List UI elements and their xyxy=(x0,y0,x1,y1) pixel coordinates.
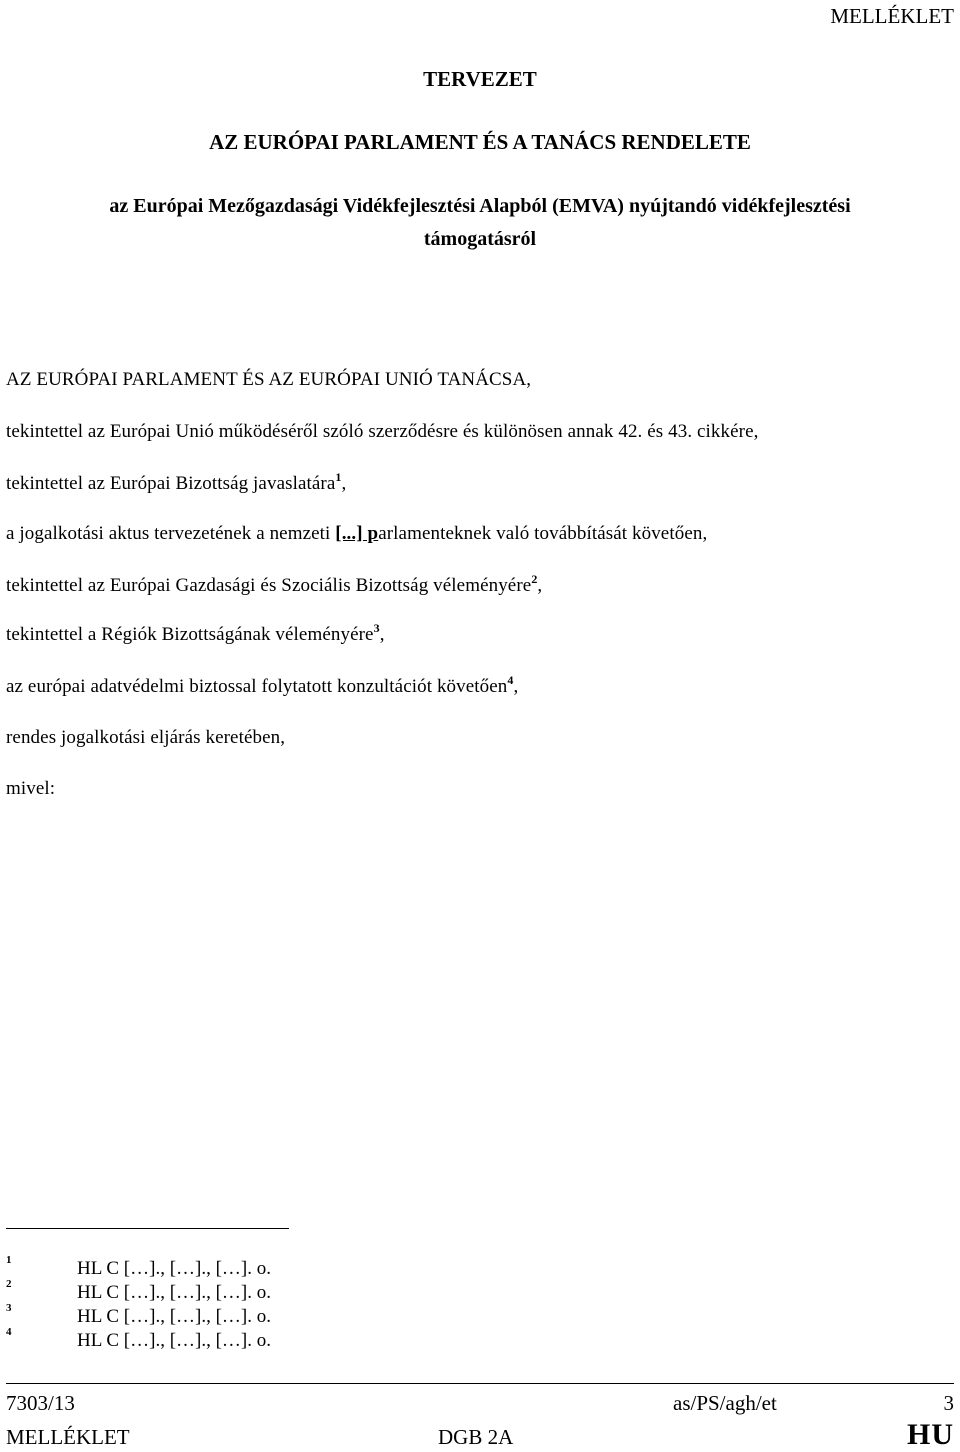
procedure-line: rendes jogalkotási eljárás keretében, xyxy=(6,727,286,748)
dg-code: DGB 2A xyxy=(438,1425,514,1449)
esc-citation xyxy=(6,572,543,597)
footnote-3 xyxy=(6,1302,406,1330)
footnote-text: HL C […]., […]., […]. o. xyxy=(77,1330,272,1351)
commission-citation xyxy=(6,470,347,495)
footnote-text: HL C […]., […]., […]. o. xyxy=(77,1306,272,1327)
cor-text: tekintettel a Régiók Bizottságának véleményére xyxy=(6,624,374,645)
footnote-text: HL C […]., […]., […]. o. xyxy=(77,1258,272,1279)
edps-citation xyxy=(6,673,519,698)
annex-label-top: MELLÉKLET xyxy=(830,4,954,28)
national-post: arlamenteknek való továbbítását követően, xyxy=(378,523,708,544)
institutions-line: AZ EURÓPAI PARLAMENT ÉS AZ EURÓPAI UNIÓ TANÁCSA, xyxy=(6,369,532,390)
commission-end: , xyxy=(341,473,347,494)
esc-text: tekintettel az Európai Gazdasági és Szociális Bizottság véleményére xyxy=(6,575,532,596)
whereas-line: mivel: xyxy=(6,778,56,799)
footnote-2 xyxy=(6,1278,406,1306)
footnote-number: 2 xyxy=(6,1278,12,1290)
footnote-text: HL C […]., […]., […]. o. xyxy=(77,1282,272,1303)
footnote-number: 1 xyxy=(6,1254,12,1266)
footnote-ref-1: 1 xyxy=(335,470,342,484)
footnote-separator xyxy=(6,1228,289,1229)
commission-text: tekintettel az Európai Bizottság javaslatára xyxy=(6,473,336,494)
esc-end: , xyxy=(537,575,543,596)
doc-number: 7303/13 xyxy=(6,1391,75,1415)
national-parliaments-citation xyxy=(6,523,707,545)
subject-line-2: támogatásról xyxy=(423,228,537,250)
national-bracket: [...] p xyxy=(335,523,379,544)
footnote-1 xyxy=(6,1254,406,1282)
page-number: 3 xyxy=(943,1391,954,1415)
cor-citation xyxy=(6,621,385,646)
treaty-citation: tekintettel az Európai Unió működéséről szóló szerződésre és különösen annak 42. és 43. cikkére, xyxy=(6,421,759,442)
draft-heading: TERVEZET xyxy=(423,67,537,91)
footnote-4 xyxy=(6,1326,406,1354)
footnote-ref-4: 4 xyxy=(507,673,514,687)
footnote-number: 4 xyxy=(6,1326,12,1338)
regulation-title: AZ EURÓPAI PARLAMENT ÉS A TANÁCS RENDELETE xyxy=(209,130,751,154)
language-code: HU xyxy=(907,1418,954,1451)
edps-text: az európai adatvédelmi biztossal folytatott konzultációt követően xyxy=(6,676,508,697)
footnote-ref-3: 3 xyxy=(373,621,380,635)
footnote-number: 3 xyxy=(6,1302,12,1314)
national-pre: a jogalkotási aktus tervezetének a nemzeti xyxy=(6,523,336,544)
cor-end: , xyxy=(379,624,385,645)
footnote-ref-2: 2 xyxy=(531,572,538,586)
annex-label-bottom: MELLÉKLET xyxy=(6,1425,130,1449)
author-initials: as/PS/agh/et xyxy=(673,1391,777,1415)
subject-line-1: az Európai Mezőgazdasági Vidékfejlesztési Alapból (EMVA) nyújtandó vidékfejlesztési xyxy=(109,195,851,217)
footer-separator xyxy=(6,1383,954,1384)
edps-end: , xyxy=(513,676,519,697)
